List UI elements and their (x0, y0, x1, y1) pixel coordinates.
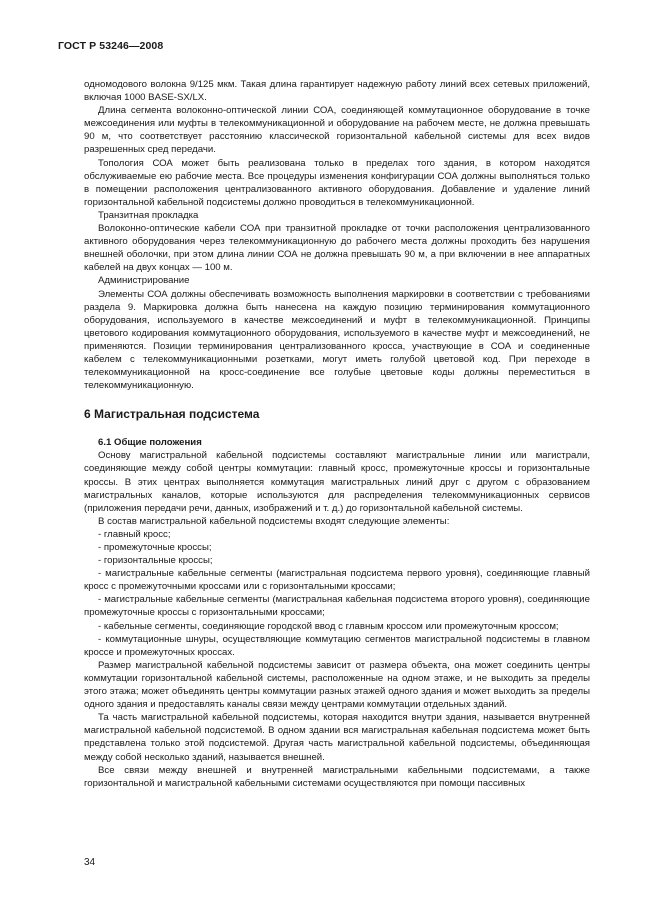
paragraph-internal: Та часть магистральной кабельной подсистемы, которая находится внутри здания, называется внутренней магистральной кабельной подсистемой. В одном здании вся магистральная кабельная подсистема может быть представлена только этой подсистемой. Другая часть магистральной кабельной подсистемы, объединяющая между собой несколько зданий, называется внешней. (84, 712, 590, 763)
list-item: - магистральные кабельные сегменты (магистральная кабельная подсистема второго уровня), соединяющие промежуточные кроссы с горизонтальными кроссами; (84, 594, 590, 619)
list-item: - коммутационные шнуры, осуществляющие коммутацию сегментов магистральной подсистемы в главном кроссе и промежуточных кроссах. (84, 633, 590, 658)
list-item: - главный кросс; (98, 528, 171, 540)
paragraph-backbone-basis: Основу магистральной кабельной подсистемы составляют магистральные линии или магистрали, соединяющие между собой центры коммутации: главный кросс, промежуточные кроссы и горизонтальные кроссы. В этих центрах выполняется коммутация магистральных линий друг с другом с образованием магистральных каналов, которые используются для распределения телекоммуникационных сервисов (приложения передачи речи, данных, изображений и т. д.) до горизонтальной кабельной системы. (84, 450, 590, 514)
subsection-title: 6.1 Общие положения (98, 437, 202, 449)
standard-header: ГОСТ Р 53246—2008 (58, 40, 164, 52)
paragraph-continuation: одномодового волокна 9/125 мкм. Такая длина гарантирует надежную работу линий всех сетевых приложений, включая 1000 BASE-SX/LX. (84, 79, 590, 104)
elements-list (84, 528, 590, 659)
list-item: - промежуточные кроссы; (98, 542, 212, 553)
paragraph-heading-transit: Транзитная прокладка (98, 209, 199, 221)
paragraph-heading-administration: Администрирование (98, 275, 190, 287)
list-item: - горизонтальные кроссы; (98, 555, 213, 567)
paragraph-transit: Волоконно-оптические кабели СОА при транзитной прокладке от точки расположения централизованного активного оборудования через телекоммуникационную до рабочего места должны проходить без нарушения внешней оболочки, при этом длина линии СОА не должна превышать 90 м, а при включении в нее аппаратных кабелей на двух концах — 100 м. (84, 223, 590, 274)
paragraph-administration: Элементы СОА должны обеспечивать возможность выполнения маркировки в соответствии с требованиями раздела 9. Маркировка должна быть нанесена на каждую позицию терминирования коммутационного оборудования, используемого в качестве межсоединений и муфт в телекоммуникационной. Принципы цветового кодирования коммутационного оборудования, используемого в качестве муфт и межсоединений, не применяются. Позиции терминирования централизованного кросса, участвующие в СОА и соединенные кабелем с телекоммуникационными розетками, могут иметь голубой цветовой код. При переходе в телекоммуникационной на кросс-соединение все голубые цветовые коды должны переместиться в телекоммуникационную. (84, 288, 590, 392)
paragraph-size: Размер магистральной кабельной подсистемы зависит от размера объекта, она может соединить центры коммутации горизонтальной кабельной системы, расположенные на одном этаже, и не выходить за пределы этого этажа; может объединять центры коммутации разных этажей одного здания и может выходить за пределы одного здания и предоставлять каналы связи между центрами коммутации отдельных зданий. (84, 659, 590, 711)
paragraph-elements-intro: В состав магистральной кабельной подсистемы входят следующие элементы: (98, 515, 450, 527)
page-number: 34 (84, 857, 96, 868)
list-item: - магистральные кабельные сегменты (магистральная подсистема первого уровня), соединяющие главный кросс с промежуточными кроссами или с горизонтальными кроссами; (84, 568, 590, 593)
paragraph-topology: Топология СОА может быть реализована только в пределах того здания, в котором находятся обслуживаемые ею рабочие места. Все процедуры изменения конфигурации СОА должны выполняться только в помещении расположения централизованного активного оборудования. Добавление и удаление линий горизонтальной кабельной подсистемы должно проводиться в телекоммуникационной. (84, 157, 590, 208)
section-title: 6 Магистральная подсистема (84, 407, 260, 422)
paragraph-segment-length: Длина сегмента волоконно-оптической линии СОА, соединяющей коммутационное оборудование в точке межсоединения или муфты в телекоммуникационной и оборудование на рабочем месте, не должна превышать 90 м, что соответствует расстоянию классической горизонтальной кабельной системы для всех видов разрешенных сред передачи. (84, 105, 590, 156)
paragraph-connections: Все связи между внешней и внутренней магистральными кабельными подсистемами, а также горизонтальной и магистральной кабельными системами осуществляются при помощи пассивных (84, 764, 590, 789)
page-body (84, 78, 590, 790)
list-item: - кабельные сегменты, соединяющие городской ввод с главным кроссом или промежуточным кроссом; (98, 620, 559, 632)
